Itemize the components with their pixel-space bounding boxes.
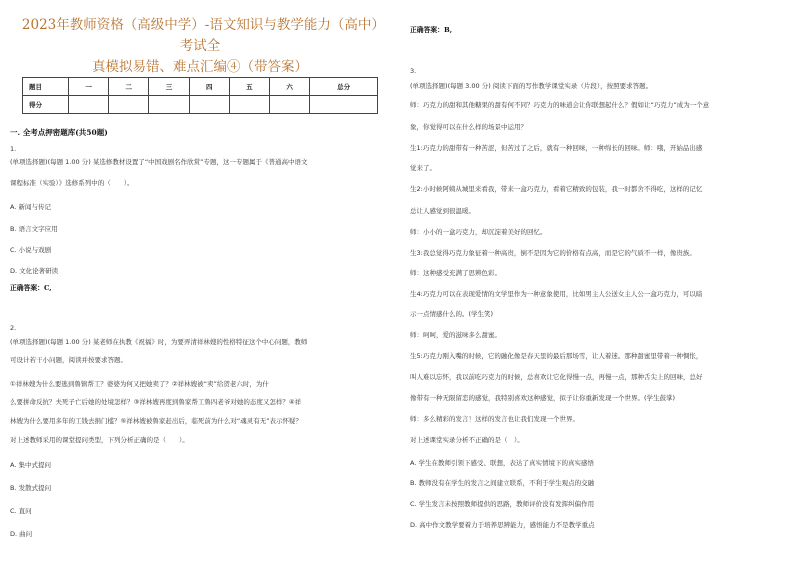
- q2-option-c: C. 直问: [10, 507, 32, 515]
- score-table: [22, 77, 378, 114]
- score-cell: 总分: [310, 78, 378, 96]
- q3-stem-line: 对上述课堂实录分析不正确的是（ ）。: [410, 436, 524, 444]
- score-blank: [310, 96, 378, 114]
- q2-stem-line: ①祥林嫂为什么要逃到鲁镇帮工？婆婆为何又把她卖了？②祥林嫂被“卖”给贺老六时，为什: [10, 380, 269, 388]
- score-cell: 一: [69, 78, 109, 96]
- q1-option-a: A. 新闻与传记: [10, 203, 51, 211]
- section-heading: 一. 全考点押密题库(共50题): [10, 128, 108, 137]
- score-blank: [149, 96, 189, 114]
- q1-stem-line: 课程标准（实验）》选修系列中的（ ）。: [10, 179, 134, 187]
- q2-option-a: A. 集中式提问: [10, 461, 51, 469]
- score-blank: [270, 96, 310, 114]
- score-label: 得分: [23, 96, 69, 114]
- q2-stem-line: 对上述教师采用的课堂提问类型，下列分析正确的是（ ）。: [10, 436, 189, 444]
- q3-stem-line: 象，你觉得可以在什么样的场景中运用？: [410, 123, 527, 131]
- q3-option-b: B. 教师没有在学生的发言之间建立联系，不利于学生观点的交融: [410, 479, 595, 487]
- score-cell: 题目: [23, 78, 69, 96]
- q3-stem-line: 生1:巧克力的甜带有一种苦涩，但苦过了之后，就有一种回味，一种绵长的回味。师：哦，开始品出感: [410, 144, 703, 152]
- score-cell: 二: [109, 78, 149, 96]
- score-cell: 三: [149, 78, 189, 96]
- score-cell: 五: [229, 78, 269, 96]
- q3-stem-line: 觉来了。: [410, 164, 436, 172]
- q1-number: 1.: [10, 145, 17, 153]
- score-blank: [109, 96, 149, 114]
- q3-stem-line: 师：这种感受充满了思辨色彩。: [410, 269, 501, 277]
- q2-option-d: D. 曲问: [10, 530, 33, 538]
- score-blank: [229, 96, 269, 114]
- q1-option-d: D. 文化论著研读: [10, 267, 59, 275]
- score-blank: [69, 96, 109, 114]
- q3-stem-line: 生5:巧克力刚入嘴的时候，它的融化像是春天里的最后那场雪，让人着迷。那种甜蜜里带着一种惆怅，: [410, 352, 703, 360]
- q2-stem-line: 么要拼命反抗？夫死子亡后她的处境怎样？③祥林嫂再度到鲁家帮工鲁四老爷对她的态度又怎样？④祥: [10, 398, 302, 406]
- title-line-1: 2023年教师资格（高级中学）-语文知识与教学能力（高中）考试全: [21, 17, 379, 54]
- title-line-2: 真模拟易错、难点汇编④（带答案）: [92, 59, 308, 75]
- q2-stem-line: 可设计若干小问题，阅读并按要求答题。: [10, 356, 127, 364]
- q3-option-c: C. 学生发言未按照教师提供的思路，教师评价没有发挥纠偏作用: [410, 500, 595, 508]
- q2-stem-line: 林嫂为什么要用多年的工钱去捐门槛？⑤祥林嫂被鲁家赶出后，临死前为什么对“魂灵有无”表示怀疑？: [10, 417, 303, 425]
- q3-stem-line: 生2:小时候阿姨从城里来看我，带来一盒巧克力，看着它精致的包装，我一时都舍不得吃，这样的记忆: [410, 185, 703, 193]
- q2-answer: 正确答案：B,: [410, 26, 453, 34]
- q2-option-b: B. 发散式提问: [10, 484, 52, 492]
- score-cell: 四: [189, 78, 229, 96]
- q3-option-d: D. 高中作文教学要着力于培养思辨能力，感悟能力不是教学重点: [410, 521, 595, 529]
- q3-stem-line: 生3:我总觉得巧克力象征着一种高贵，倒不是因为它的价格有点高，而是它的气质不一样，像贵族。: [410, 249, 696, 257]
- q2-number: 2.: [10, 324, 17, 332]
- q3-stem-line: 叫人难以忘怀，我以前吃巧克力的时候，总喜欢让它化得慢一点，再慢一点，那种舌尖上的回味，总好: [410, 373, 703, 381]
- q3-stem-line: 总让人感觉到很温暖。: [410, 207, 475, 215]
- score-cell: 六: [270, 78, 310, 96]
- q3-stem-line: 师：小小的一盒巧克力，却沉淀着美好的回忆。: [410, 228, 547, 236]
- q2-stem-line: (单项选择题)(每题 1.00 分) 某老师在执教《祝福》时，为要弄清祥林嫂的性格特征这个中心问题，教师: [10, 338, 308, 346]
- q3-stem-line: 示一点情感什么的。(学生笑): [410, 310, 494, 318]
- q3-stem-line: 师：多么精彩的发言！这样的发言也让我们发现一个世界。: [410, 415, 579, 423]
- q3-option-a: A. 学生在教师引领下感受、联想，表达了真实情境下的真实感悟: [410, 459, 594, 467]
- q3-stem-line: 像带有一种无限留恋的感觉，我特别喜欢这种感觉，拟子让你重新发现一个世界。(学生鼓掌): [410, 394, 676, 402]
- score-header-row: [23, 78, 378, 96]
- score-blank: [189, 96, 229, 114]
- q1-option-c: C. 小说与戏剧: [10, 246, 52, 254]
- q3-stem-line: 师：呵呵，爱的滋味多么甜蜜。: [410, 331, 501, 339]
- q1-answer: 正确答案：C,: [10, 284, 52, 292]
- q1-stem-line: (单项选择题)(每题 1.00 分) 某选修教材设置了“中国戏剧名作欣赏”专题，这一专题属于《普通高中语文: [10, 158, 308, 166]
- q3-stem-line: (单项选择题)(每题 3.00 分) 阅读下面的写作教学课堂实录（片段），按照要求答题。: [410, 82, 653, 90]
- q3-stem-line: 师：巧克力的甜和其他糖果的甜有何不同？巧克力的味道会让你联想起什么？假如让“巧克力”成为一个意: [410, 101, 710, 109]
- q3-number: 3.: [410, 67, 417, 75]
- score-value-row: [23, 96, 378, 114]
- exam-title: [20, 15, 380, 78]
- q1-option-b: B. 语言文字应用: [10, 225, 58, 233]
- q3-stem-line: 生4:巧克力可以在表现爱情的文学里作为一种意象使用，比如男主人公送女主人公一盒巧克力，可以暗: [410, 290, 703, 298]
